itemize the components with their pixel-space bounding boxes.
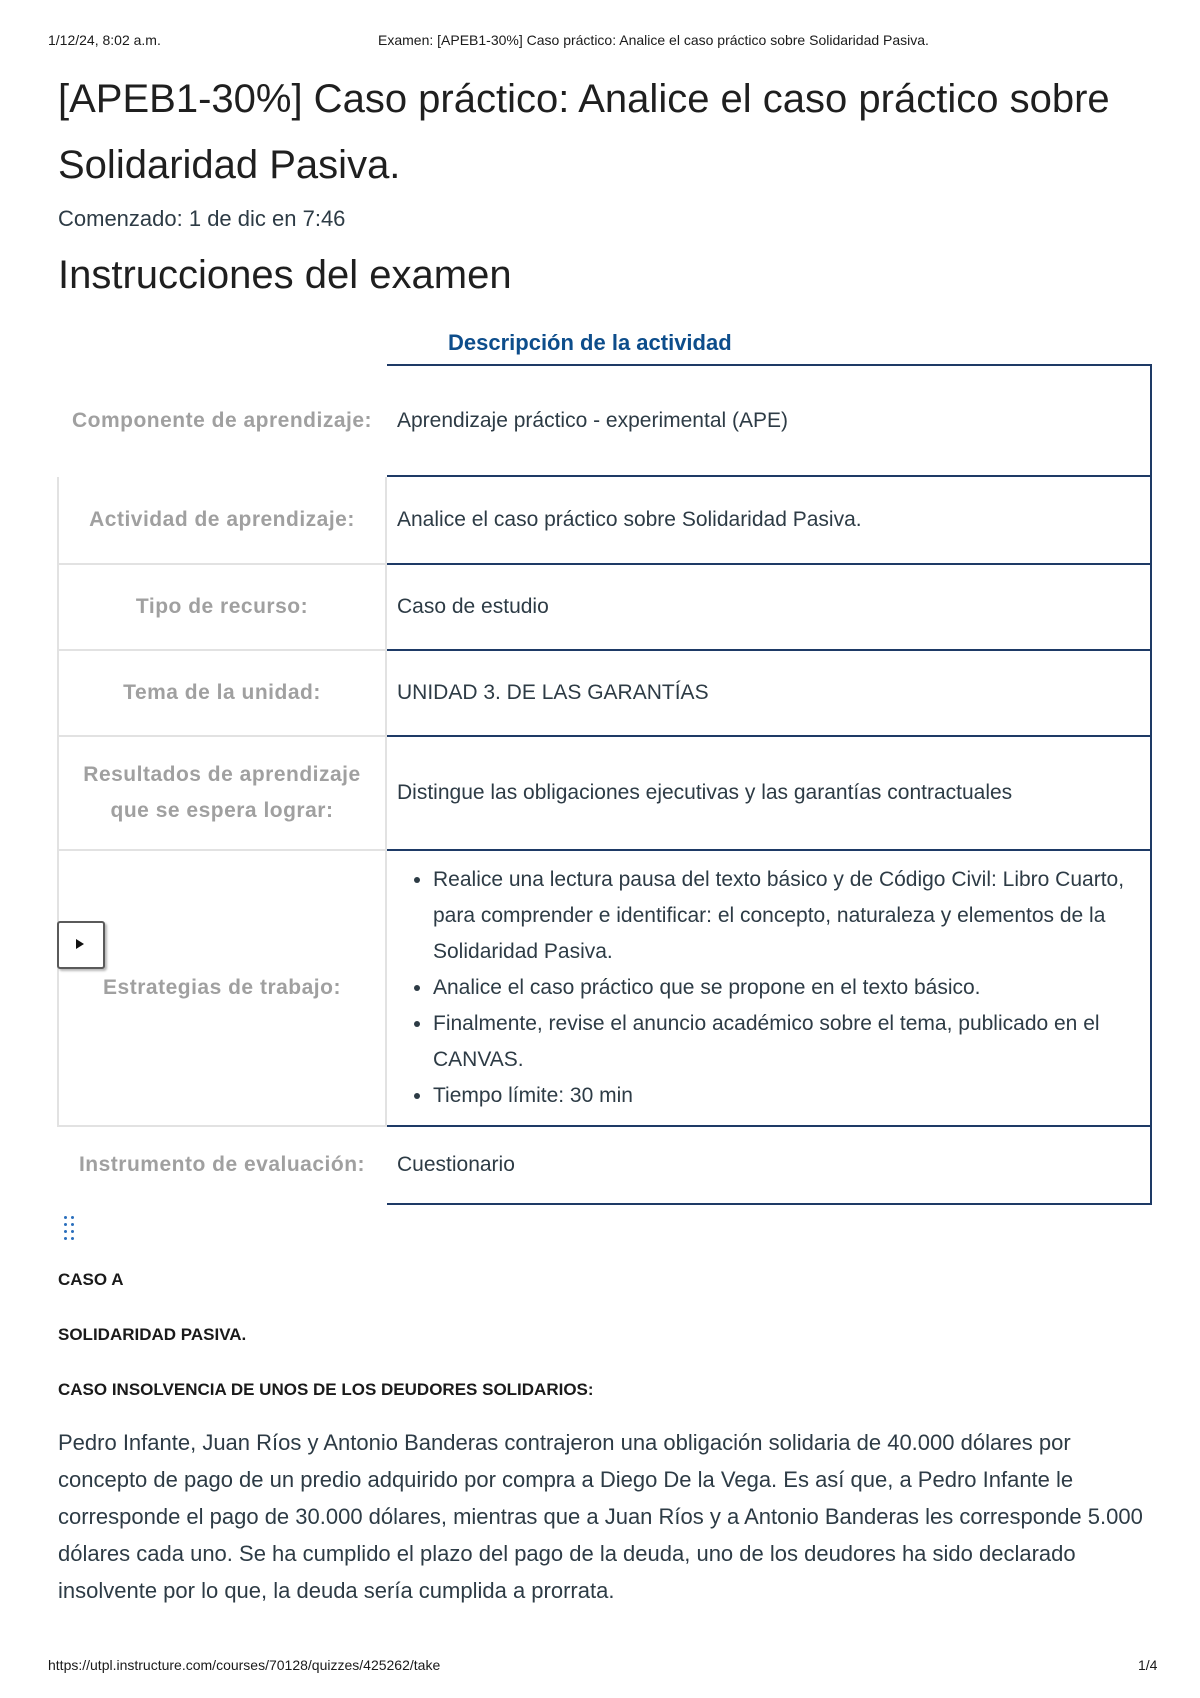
page-title: [APEB1-30%] Caso práctico: Analice el caso práctico sobre Solidaridad Pasiva. [58, 77, 1110, 187]
case-subheading-insolvency: CASO INSOLVENCIA DE UNOS DE LOS DEUDORES SOLIDARIOS: [58, 1380, 594, 1399]
row-value: Aprendizaje práctico - experimental (APE) [386, 365, 1151, 476]
row-value: Distingue las obligaciones ejecutivas y las garantías contractuales [386, 736, 1151, 850]
row-value: Cuestionario [386, 1126, 1151, 1204]
expand-button[interactable] [57, 921, 105, 969]
table-row [58, 850, 1151, 1126]
strategies-list [397, 862, 1140, 1114]
row-value: Analice el caso práctico sobre Solidaridad Pasiva. [386, 476, 1151, 564]
row-value: UNIDAD 3. DE LAS GARANTÍAS [386, 650, 1151, 736]
print-header [0, 30, 1200, 54]
row-label-text: Estrategias de trabajo: [103, 976, 341, 999]
instructions-heading: Instrucciones del examen [58, 253, 512, 297]
started-timestamp: Comenzado: 1 de dic en 7:46 [58, 206, 346, 231]
row-label: Instrumento de evaluación: [78, 1153, 366, 1176]
drag-handle-icon[interactable] [64, 1216, 78, 1242]
list-item: • Finalmente, revise el anuncio académico sobre el tema, publicado en el CANVAS. [433, 1006, 1140, 1078]
row-label: Componente de aprendizaje: [71, 408, 373, 432]
page-number: 1/4 [1138, 1657, 1158, 1673]
table-row [58, 564, 1151, 650]
table-row [58, 476, 1151, 564]
case-paragraph: Pedro Infante, Juan Ríos y Antonio Banderas contrajeron una obligación solidaria de 40.000 dólares por concepto de pago de un predio adquirido por compra a Diego De la Vega. Es así que, a Pedro Infante le corresponde el pago de 30.000 dólares, mientras que a Juan Ríos y a Antonio Banderas les corresponde 5.000 dólares cada uno. Se ha cumplido el plazo del pago de la deuda, uno de los deudores ha sido declarado insolvente por lo que, la deuda sería cumplida a prorrata. [58, 1430, 1143, 1603]
list-item: • Tiempo límite: 30 min [433, 1078, 1140, 1114]
list-item: • Analice el caso práctico que se propone en el texto básico. [433, 970, 1140, 1006]
row-label: Resultados de aprendizaje que se espera lograr: [58, 736, 386, 850]
row-label [58, 850, 386, 1126]
activity-table [57, 364, 1152, 1205]
activity-table-caption: Descripción de la actividad [448, 330, 732, 355]
row-label: Tema de la unidad: [58, 650, 386, 736]
print-date: 1/12/24, 8:02 a.m. [48, 32, 161, 48]
list-item: • Realice una lectura pausa del texto básico y de Código Civil: Libro Cuarto, para comprender e identificar: el concepto, naturaleza y elementos de la Solidaridad Pasiva. [433, 862, 1140, 970]
case-heading: CASO A [58, 1270, 124, 1289]
table-row [58, 365, 1151, 476]
quiz-content [58, 66, 1152, 300]
row-value: Caso de estudio [386, 564, 1151, 650]
table-row [58, 736, 1151, 850]
row-label: Tipo de recurso: [58, 564, 386, 650]
case-subheading: SOLIDARIDAD PASIVA. [58, 1325, 247, 1344]
print-doc-title: Examen: [APEB1-30%] Caso práctico: Analice el caso práctico sobre Solidaridad Pasiva. [378, 32, 929, 48]
play-icon [76, 939, 84, 949]
table-row [58, 1126, 1151, 1204]
table-row [58, 650, 1151, 736]
row-value [386, 850, 1151, 1126]
row-label: Actividad de aprendizaje: [58, 476, 386, 564]
print-footer [0, 1657, 1200, 1681]
print-url: https://utpl.instructure.com/courses/70128/quizzes/425262/take [48, 1657, 441, 1673]
